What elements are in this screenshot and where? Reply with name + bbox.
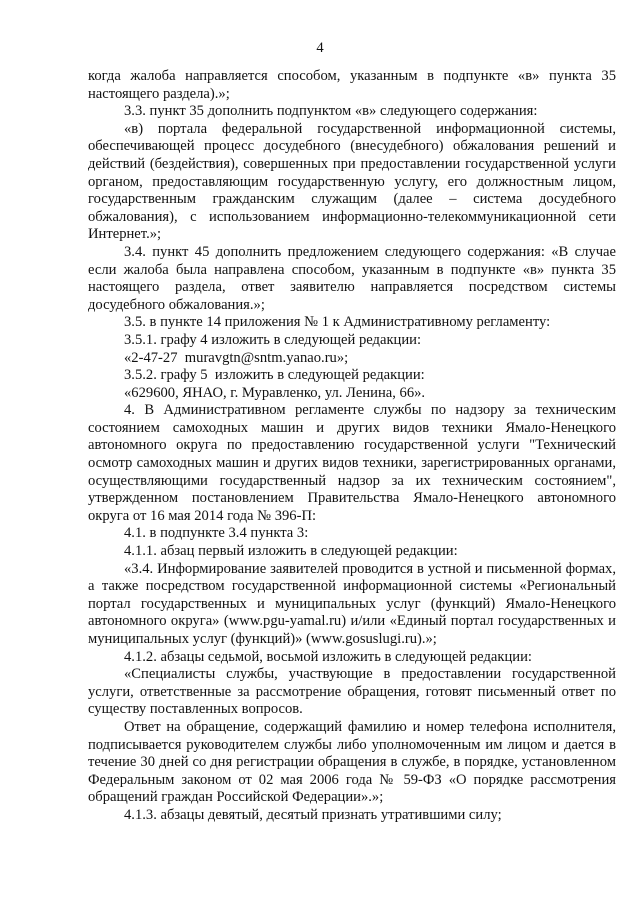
paragraph-specialists: «Специалисты службы, участвующие в предоставлении государственной услуги, ответственные за рассмотрение обращения, готовят письменный ответ по существу поставленных вопросов. <box>88 666 616 718</box>
document-body <box>88 68 616 825</box>
paragraph-4-1-2: 4.1.2. абзацы седьмой, восьмой изложить в следующей редакции: <box>124 648 532 665</box>
paragraph-3-3: 3.3. пункт 35 дополнить подпунктом «в» следующего содержания: <box>124 103 538 120</box>
paragraph-4-1: 4.1. в подпункте 3.4 пункта 3: <box>124 525 309 542</box>
paragraph-4-1-1: 4.1.1. абзац первый изложить в следующей редакции: <box>124 543 458 560</box>
paragraph-3-4: 3.4. пункт 45 дополнить предложением следующего содержания: «В случае если жалоба была направлена способом, указанным в подпункте «в» пункта 35 настоящего раздела, ответ заявителю направляется посредством системы досудебного обжалования.»; <box>88 243 616 313</box>
paragraph-3-5: 3.5. в пункте 14 приложения № 1 к Административному регламенту: <box>124 314 551 331</box>
paragraph-4-1-3: 4.1.3. абзацы девятый, десятый признать утратившими силу; <box>124 806 502 823</box>
paragraph-3-5-2: 3.5.2. графу 5 изложить в следующей редакции: <box>124 367 425 384</box>
paragraph-4: 4. В Административном регламенте службы по надзору за техническим состоянием самоходных машин и других видов техники Ямало-Ненецкого автономного округа по предоставлению государственной услуги "Технический осмотр самоходных машин и других видов техники, зарегистрированных органами, осуществляющими государственный надзор за их техническим состоянием", утвержденном постановлением Правительства Ямало-Ненецкого автономного округа от 16 мая 2014 года № 396-П: <box>88 402 616 524</box>
page-number: 4 <box>316 40 324 56</box>
paragraph-3-5-1: 3.5.1. графу 4 изложить в следующей редакции: <box>124 331 422 348</box>
paragraph-contact-address: «629600, ЯНАО, г. Муравленко, ул. Ленина, 66». <box>124 384 426 401</box>
paragraph-contact-phone-email: «2-47-27 muravgtn@sntm.yanao.ru»; <box>124 349 349 366</box>
paragraph-3-4-informing: «3.4. Информирование заявителей проводится в устной и письменной формах, а также посредством государственной информационной системы «Региональный портал государственных и муниципальных услуг (функций) Ямало-Ненецкого автономного округа» (www.pgu-yamal.ru) и/или «Единый портал государственных и муниципальных услуг (функций)» (www.gosuslugi.ru).»; <box>88 560 616 647</box>
paragraph-subitem-v-portal: «в) портала федеральной государственной информационной системы, обеспечивающей процесс досудебного (внесудебного) обжалования решений и действий (бездействия), совершенных при предоставлении государственной услуги органом, предоставляющим государственную услугу, его должностным лицом, государственным гражданским служащим (далее – система досудебного обжалования), с использованием информационно-телекоммуникационной сети Интернет.»; <box>88 120 616 243</box>
paragraph-complaint-method-end: когда жалоба направляется способом, указанным в подпункте «в» пункта 35 настоящего раздела).»; <box>88 68 616 102</box>
paragraph-response: Ответ на обращение, содержащий фамилию и номер телефона исполнителя, подписывается руководителем службы либо уполномоченным им лицом и дается в течение 30 дней со дня регистрации обращения в службе, в порядке, установленном Федеральным законом от 02 мая 2006 года № 59-ФЗ «О порядке рассмотрения обращений граждан Российской Федерации».»; <box>88 718 616 806</box>
